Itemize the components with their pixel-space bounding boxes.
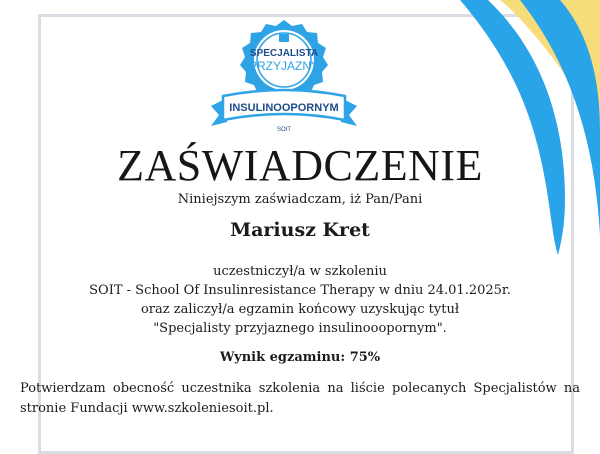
- intro-text: Niniejszym zaświadczam, iż Pan/Pani: [177, 192, 423, 207]
- badge-ribbon-text: INSULINOOPORNYM: [229, 102, 339, 114]
- training-line-1: uczestniczył/a w szkoleniu: [213, 264, 387, 279]
- training-line-4: "Specjalisty przyjaznego insulinooopornym".: [153, 321, 447, 336]
- logo-mark: [279, 34, 289, 42]
- badge-line1: SPECJALISTA: [249, 48, 319, 59]
- confirmation-text: Potwierdzam obecność uczestnika szkolenia na liście polecanych Specjalistów na stronie Fundacji www.szkoleniesoit.pl.: [20, 381, 580, 416]
- specialist-badge: [209, 18, 359, 138]
- training-line-2: SOIT - School Of Insulinresistance Therapy w dniu 24.01.2025r.: [89, 283, 511, 298]
- certificate-title: ZAŚWIADCZENIE: [117, 141, 483, 190]
- exam-score: Wynik egzaminu: 75%: [219, 350, 381, 365]
- training-line-3: oraz zaliczył/a egzamin końcowy uzyskując tytuł: [140, 302, 460, 317]
- badge-line2: PRZYJAZNY: [248, 59, 320, 73]
- badge-small-text: SOIT: [276, 127, 292, 133]
- recipient-name: Mariusz Kret: [230, 219, 370, 241]
